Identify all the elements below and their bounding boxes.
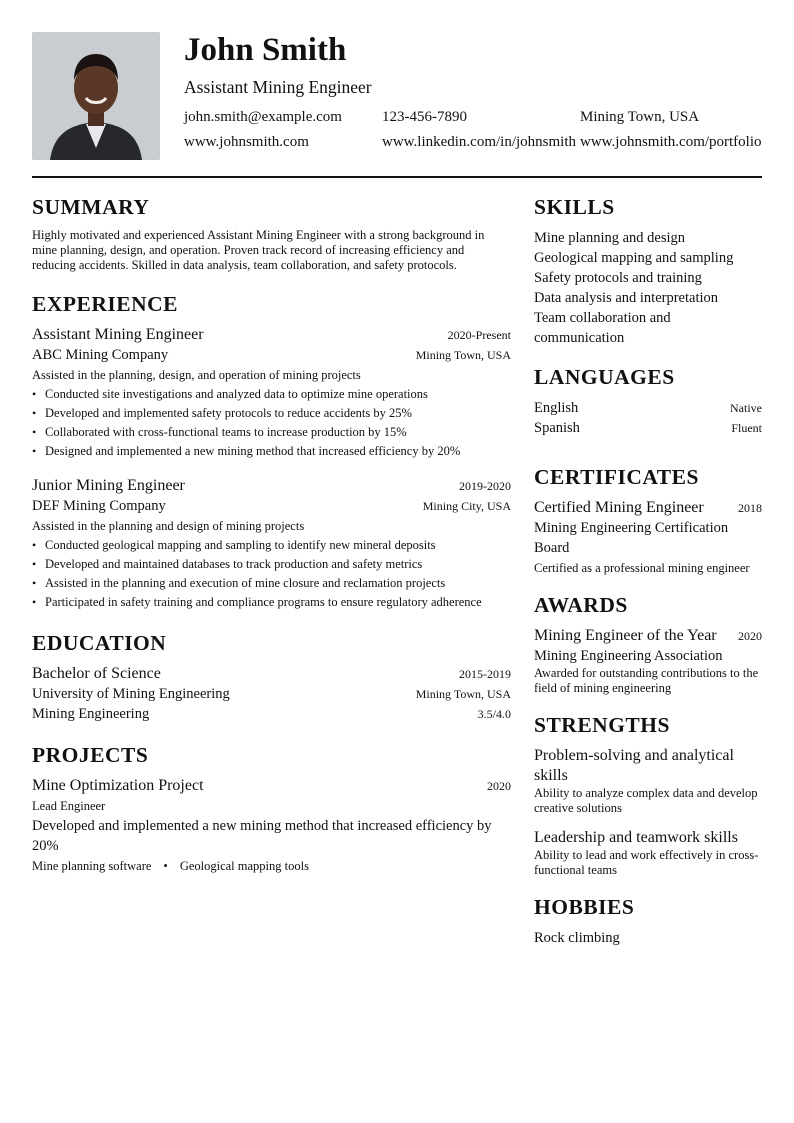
job-bullets	[32, 385, 511, 461]
job-entry	[32, 325, 511, 461]
certificates-heading: CERTIFICATES	[534, 465, 699, 489]
job-location: Mining City, USA	[422, 499, 511, 513]
list-item: • Developed and implemented safety protocols to reduce accidents by 25%	[32, 404, 511, 423]
contact-email[interactable]: john.smith@example.com	[184, 109, 342, 125]
right-column	[534, 194, 762, 962]
education-location: Mining Town, USA	[415, 687, 511, 701]
job-description: Assisted in the planning, design, and operation of mining projects	[32, 368, 361, 382]
left-column	[32, 194, 511, 962]
education-school: University of Mining Engineering	[32, 686, 230, 702]
person-portrait-icon	[32, 32, 160, 160]
certificates-section	[534, 464, 762, 578]
job-location: Mining Town, USA	[415, 348, 511, 362]
certificate-issuer: Mining Engineering Certification Board	[534, 520, 729, 556]
education-dates: 2015-2019	[459, 667, 511, 681]
summary-section	[32, 194, 511, 273]
list-item: • Assisted in the planning and execution of mine closure and reclamation projects	[32, 574, 511, 593]
contact-grid	[184, 106, 762, 153]
award-description: Awarded for outstanding contributions to the field of mining engineering	[534, 666, 759, 695]
projects-heading: PROJECTS	[32, 743, 149, 767]
contact-location: Mining Town, USA	[580, 109, 700, 125]
project-year: 2020	[487, 779, 511, 793]
job-company: ABC Mining Company	[32, 347, 169, 363]
candidate-title: Assistant Mining Engineer	[184, 77, 372, 97]
certificate-name: Certified Mining Engineer	[534, 499, 704, 516]
skill-item: Mine planning and design	[534, 230, 686, 246]
project-tool: Geological mapping tools	[179, 859, 309, 873]
job-title: Junior Mining Engineer	[32, 477, 185, 494]
experience-section	[32, 291, 511, 612]
education-section	[32, 630, 511, 724]
skill-item: Team collaboration and communication	[534, 310, 671, 346]
summary-text: Highly motivated and experienced Assistant Mining Engineer with a strong background in mine planning, design, and operation. Proven track record of increasing efficiency and reducing accidents. Skilled in data analysis, team collaboration, and safety protocols.	[32, 228, 485, 272]
award-issuer: Mining Engineering Association	[534, 648, 723, 664]
list-item: • Participated in safety training and compliance programs to ensure regulatory adherence	[32, 593, 511, 612]
language-name: Spanish	[534, 420, 580, 436]
education-heading: EDUCATION	[32, 631, 167, 655]
strength-description: Ability to lead and work effectively in cross-functional teams	[534, 848, 759, 877]
candidate-name: John Smith	[184, 32, 347, 68]
skills-section	[534, 194, 762, 348]
skills-heading: SKILLS	[534, 195, 615, 219]
skill-item: Geological mapping and sampling	[534, 250, 734, 266]
list-item: • Developed and maintained databases to track production and safety metrics	[32, 555, 511, 574]
strength-name: Problem-solving and analytical skills	[534, 747, 734, 784]
tool-separator: •	[163, 859, 168, 873]
contact-phone: 123-456-7890	[382, 109, 467, 125]
resume-page	[32, 32, 762, 962]
project-name: Mine Optimization Project	[32, 777, 204, 794]
hobby-item: Rock climbing	[534, 930, 620, 946]
project-description: Developed and implemented a new mining method that increased efficiency by 20%	[32, 818, 492, 854]
project-tools	[32, 856, 511, 876]
job-company: DEF Mining Company	[32, 498, 166, 514]
strengths-section	[534, 712, 762, 878]
language-name: English	[534, 400, 579, 416]
awards-section	[534, 592, 762, 696]
resume-body	[32, 194, 762, 962]
experience-heading: EXPERIENCE	[32, 292, 178, 316]
header-divider	[32, 176, 762, 178]
job-description: Assisted in the planning and design of mining projects	[32, 519, 305, 533]
list-item: • Conducted geological mapping and sampling to identify new mineral deposits	[32, 536, 511, 555]
certificate-year: 2018	[738, 501, 762, 515]
profile-photo	[32, 32, 160, 160]
project-role: Lead Engineer	[32, 799, 106, 813]
strength-description: Ability to analyze complex data and develop creative solutions	[534, 786, 758, 815]
projects-section	[32, 742, 511, 876]
strength-name: Leadership and teamwork skills	[534, 829, 738, 846]
list-item: • Designed and implemented a new mining method that increased efficiency by 20%	[32, 442, 511, 461]
skill-item: Safety protocols and training	[534, 270, 702, 286]
languages-section	[534, 364, 762, 438]
education-degree: Bachelor of Science	[32, 665, 161, 682]
language-level: Fluent	[731, 421, 762, 435]
job-dates: 2019-2020	[459, 479, 511, 493]
project-tool: Mine planning software	[32, 859, 152, 873]
job-entry	[32, 476, 511, 612]
award-name: Mining Engineer of the Year	[534, 627, 717, 644]
awards-heading: AWARDS	[534, 593, 628, 617]
list-item: • Conducted site investigations and analyzed data to optimize mine operations	[32, 385, 511, 404]
job-title: Assistant Mining Engineer	[32, 326, 204, 343]
resume-header	[32, 32, 762, 160]
languages-heading: LANGUAGES	[534, 365, 675, 389]
award-year: 2020	[738, 629, 762, 643]
education-field: Mining Engineering	[32, 706, 150, 722]
contact-portfolio[interactable]: www.johnsmith.com/portfolio	[580, 134, 762, 150]
strengths-heading: STRENGTHS	[534, 713, 670, 737]
job-bullets	[32, 536, 511, 612]
summary-heading: SUMMARY	[32, 195, 150, 219]
contact-linkedin[interactable]: www.linkedin.com/in/johnsmith	[382, 134, 577, 150]
hobbies-heading: HOBBIES	[534, 895, 635, 919]
skill-item: Data analysis and interpretation	[534, 290, 719, 306]
education-gpa: 3.5/4.0	[477, 707, 511, 721]
language-level: Native	[730, 401, 762, 415]
certificate-description: Certified as a professional mining engineer	[534, 561, 750, 575]
job-dates: 2020-Present	[447, 328, 511, 342]
contact-website[interactable]: www.johnsmith.com	[184, 134, 309, 150]
header-info	[184, 32, 762, 160]
hobbies-section	[534, 894, 762, 948]
list-item: • Collaborated with cross-functional teams to increase production by 15%	[32, 423, 511, 442]
